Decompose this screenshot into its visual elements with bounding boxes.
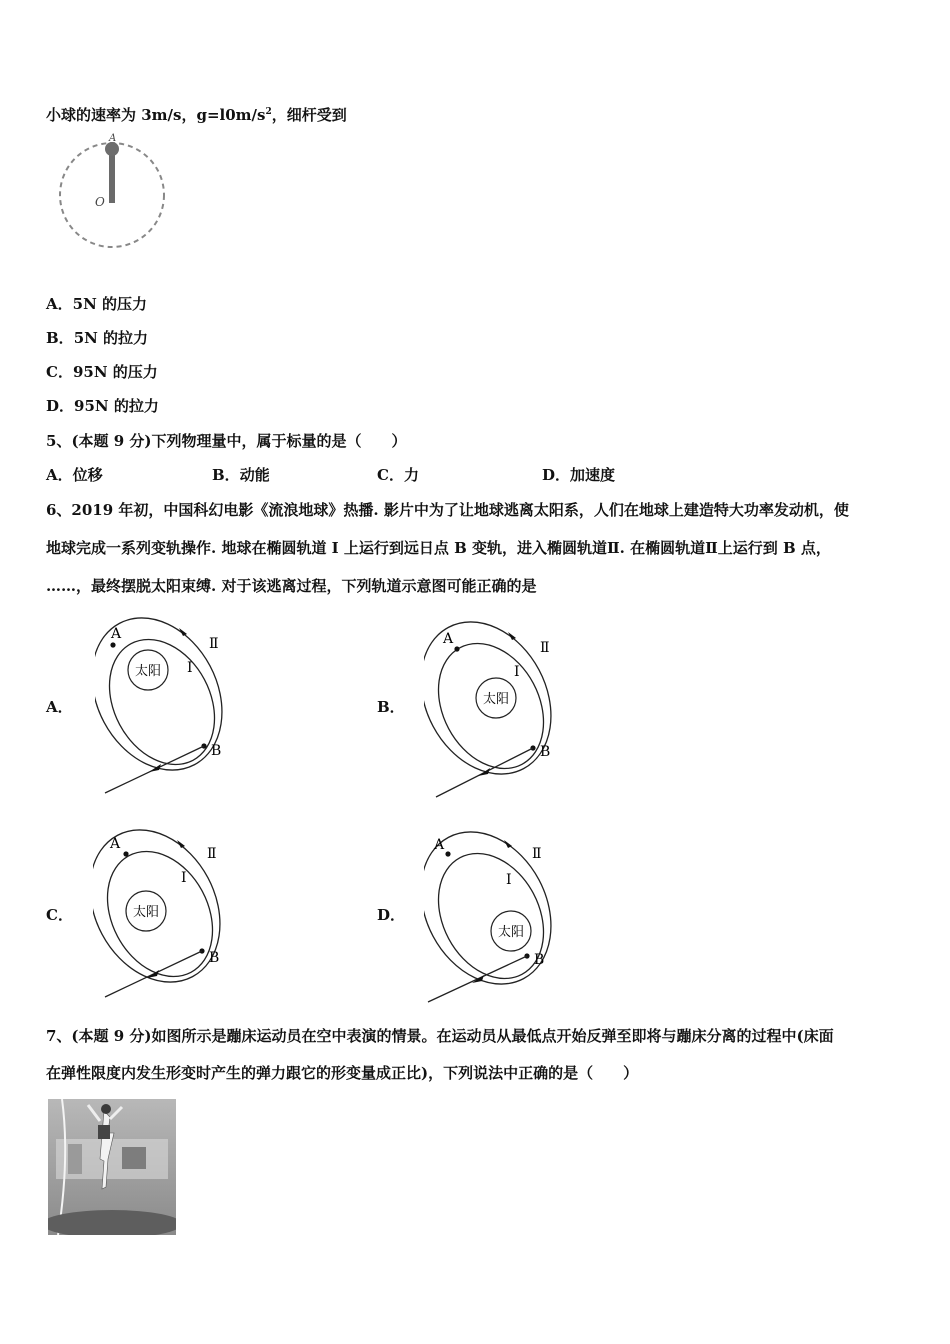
ball (105, 142, 119, 156)
q4-gravity-exponent: 2 (265, 107, 272, 117)
q5-stem-text: 下列物理量中，属于标量的是（ ） (151, 432, 407, 450)
label-i: I (506, 872, 512, 888)
q6-orbit-figure-b (424, 616, 564, 801)
q6-option-d-label: D． (377, 906, 406, 924)
q6-option-a-label: A． (46, 698, 73, 716)
label-b: B (211, 743, 222, 759)
option-letter: B． (212, 466, 240, 484)
label-i: I (514, 664, 520, 680)
q5-stem (46, 431, 407, 451)
escape-path (428, 956, 527, 1002)
q7-line-2: 在弹性限度内发生形变时产生的弹力跟它的形变量成正比)，下列说法中正确的是（ ） (46, 1064, 639, 1082)
option-text: 95N 的拉力 (74, 397, 159, 415)
sun-label: 太阳 (482, 692, 510, 707)
label-a: A (434, 837, 445, 853)
q5-option-d (542, 465, 615, 485)
q4-speed: 3m/s (141, 106, 182, 124)
sun-label: 太阳 (497, 925, 525, 940)
label-a: A (110, 836, 121, 852)
label-b: B (540, 744, 551, 760)
option-text: 5N 的拉力 (73, 329, 149, 347)
q4-option-a (46, 294, 147, 314)
q6-line-2: 地球完成一系列变轨操作. 地球在椭圆轨道 I 上运行到远日点 B 变轨，进入椭圆轨道Ⅱ. 在椭圆轨道Ⅱ上运行到 B 点， (46, 539, 831, 557)
rod (109, 150, 115, 203)
q4-gravity: ，g=l0m/s (181, 106, 266, 124)
option-letter: D． (46, 397, 75, 415)
option-text: 位移 (72, 466, 103, 484)
option-text: 加速度 (570, 466, 616, 484)
q4-stem-tail (46, 102, 347, 125)
label-ii: Ⅱ (209, 636, 219, 652)
q4-option-b (46, 328, 148, 348)
point-a (445, 851, 450, 856)
sun-label: 太阳 (132, 905, 160, 920)
q6-option-b-label: B． (377, 698, 405, 716)
option-letter: A． (46, 295, 73, 313)
q6-orbit-figure-c (93, 824, 233, 1009)
q5-score: (本题 9 分) (71, 432, 152, 450)
q5-option-c (377, 465, 419, 485)
q4-option-c (46, 362, 158, 382)
orbit-ii (424, 826, 564, 1007)
label-i: I (187, 660, 193, 676)
option-letter: C． (46, 363, 73, 381)
q5-option-b (212, 465, 270, 485)
option-text: 95N 的压力 (72, 363, 158, 381)
label-ii: Ⅱ (540, 640, 550, 656)
label-b: B (534, 952, 545, 968)
option-text: 5N 的压力 (72, 295, 148, 313)
label-o: O (95, 195, 105, 209)
q4-circle-figure (52, 130, 172, 255)
option-text: 动能 (239, 466, 270, 484)
point-a (123, 851, 128, 856)
q6-orbit-figure-d (424, 826, 564, 1011)
label-b: B (209, 950, 220, 966)
label-a: A (111, 626, 122, 642)
sun-label: 太阳 (134, 664, 162, 679)
label-i: I (181, 870, 187, 886)
q6-line-1: 6、2019 年初，中国科幻电影《流浪地球》热播. 影片中为了让地球逃离太阳系，人们在地球上建造特大功率发动机，使 (46, 501, 849, 519)
label-a: A (109, 133, 117, 144)
option-letter: A． (46, 466, 73, 484)
point-a (454, 646, 459, 651)
q4-stem-post: ，细杆受到 (271, 106, 347, 124)
q4-stem-pre: 小球的速率为 (46, 106, 142, 124)
arrow-escape (472, 975, 484, 983)
orbit-i (424, 835, 564, 997)
q5-option-a (46, 465, 103, 485)
option-letter: C． (377, 466, 404, 484)
q4-option-d (46, 396, 159, 416)
option-letter: D． (542, 466, 571, 484)
label-ii: Ⅱ (532, 846, 542, 862)
label-a: A (443, 631, 454, 647)
point-a (110, 642, 115, 647)
label-ii: Ⅱ (207, 846, 217, 862)
q7-line-1: 7、(本题 9 分)如图所示是蹦床运动员在空中表演的情景。在运动员从最低点开始反弹至即将与蹦床分离的过程中(床面 (46, 1027, 834, 1045)
q7-trampoline-photo (48, 1099, 176, 1235)
option-text: 力 (403, 466, 419, 484)
q6-line-3: ……，最终摆脱太阳束缚. 对于该逃离过程，下列轨道示意图可能正确的是 (46, 577, 537, 595)
option-letter: B． (46, 329, 74, 347)
q6-option-c-label: C． (46, 906, 73, 924)
q6-orbit-figure-a (95, 612, 235, 797)
q5-number: 5、 (46, 432, 72, 450)
